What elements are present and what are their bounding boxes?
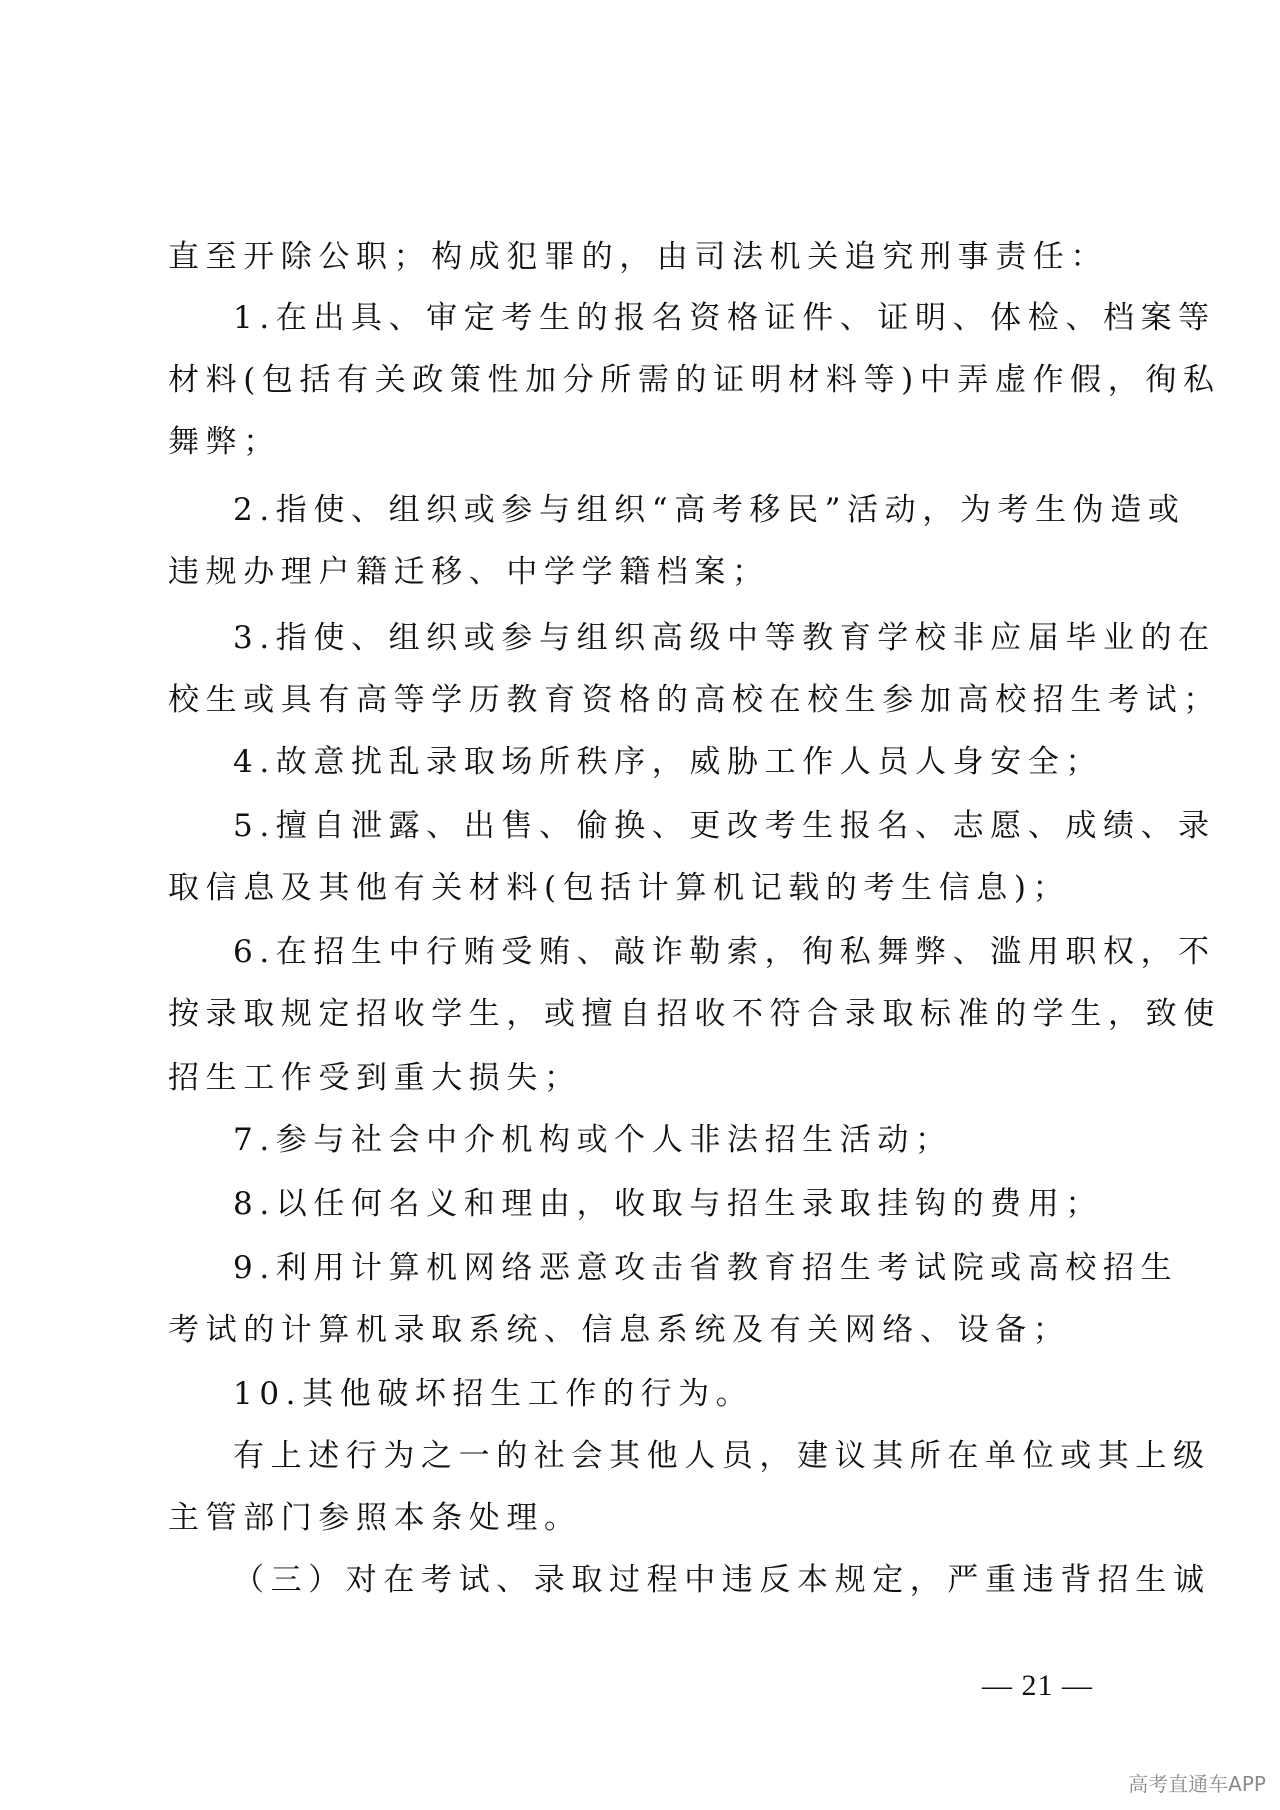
list-item-1-line: 材料(包括有关政策性加分所需的证明材料等)中弄虚作假，徇私 [168, 362, 1221, 398]
list-item-8-line: 8.以任何名义和理由，收取与招生录取挂钩的费用； [233, 1186, 1103, 1222]
list-item-1-line: 舞弊； [168, 424, 281, 460]
page-number: — 21 — [982, 1669, 1093, 1702]
list-item-4-line: 4.故意扰乱录取场所秩序，威胁工作人员人身安全； [233, 744, 1103, 780]
list-item-9-line: 9.利用计算机网络恶意攻击省教育招生考试院或高校招生 [233, 1250, 1179, 1286]
list-item-2-line: 2.指使、组织或参与组织“高考移民”活动，为考生伪造或 [233, 492, 1186, 528]
list-item-6-line: 按录取规定招收学生，或擅自招收不符合录取标准的学生，致使 [168, 996, 1221, 1032]
list-item-9-line: 考试的计算机录取系统、信息系统及有关网络、设备； [168, 1312, 1071, 1348]
list-item-1-line: 1.在出具、审定考生的报名资格证件、证明、体检、档案等 [233, 300, 1216, 336]
list-item-3-line: 校生或具有高等学历教育资格的高校在校生参加高校招生考试； [168, 682, 1221, 718]
body-text-line: 主管部门参照本条处理。 [168, 1500, 582, 1536]
list-item-7-line: 7.参与社会中介机构或个人非法招生活动； [233, 1122, 953, 1158]
body-text-line: 直至开除公职；构成犯罪的，由司法机关追究刑事责任： [168, 239, 1108, 275]
list-item-10-line: 10.其他破坏招生工作的行为。 [233, 1376, 754, 1412]
list-item-3-line: 3.指使、组织或参与组织高级中等教育学校非应届毕业的在 [233, 620, 1216, 656]
list-item-5-line: 5.擅自泄露、出售、偷换、更改考生报名、志愿、成绩、录 [233, 808, 1216, 844]
app-watermark: 高考直通车APP [1128, 1772, 1266, 1796]
list-item-2-line: 违规办理户籍迁移、中学学籍档案； [168, 554, 770, 590]
list-item-6-line: 招生工作受到重大损失； [168, 1060, 582, 1096]
body-text-line: 有上述行为之一的社会其他人员，建议其所在单位或其上级 [233, 1438, 1211, 1474]
list-item-6-line: 6.在招生中行贿受贿、敲诈勒索，徇私舞弊、滥用职权，不 [233, 934, 1216, 970]
section-heading-line: （三）对在考试、录取过程中违反本规定，严重违背招生诚 [233, 1562, 1211, 1598]
list-item-5-line: 取信息及其他有关材料(包括计算机记载的考生信息)； [168, 870, 1071, 906]
